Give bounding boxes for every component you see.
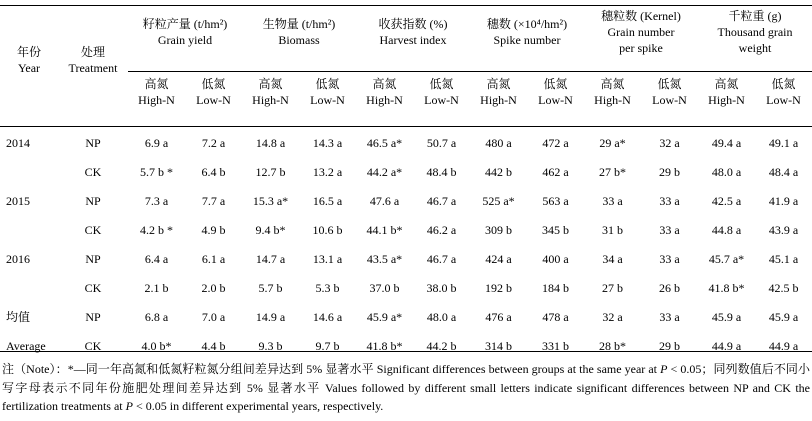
value-cell: 4.9 b <box>201 222 226 237</box>
header-mid-rule <box>128 71 812 72</box>
value-cell: 33 a <box>659 251 680 266</box>
value-cell: 2.0 b <box>201 280 226 295</box>
value-cell: 33 a <box>602 193 623 208</box>
value-cell: 46.7 a <box>426 193 457 208</box>
treatment-header: 处理 Treatment <box>68 45 118 75</box>
value-cell: 46.7 a <box>426 251 457 266</box>
value-cell: 34 a <box>602 251 623 266</box>
biomass-header: 生物量 (t/hm²) Biomass <box>262 17 336 47</box>
thousand-grain-weight-header: 千粒重 (g) Thousand grain weight <box>717 9 793 55</box>
spike-number-header: 穗数 (×10⁴/hm²) Spike number <box>486 17 568 47</box>
year-cell: Average <box>6 338 46 353</box>
value-cell: 4.0 b* <box>141 338 172 353</box>
value-cell: 47.6 a <box>369 193 400 208</box>
value-cell: 14.7 a <box>255 251 286 266</box>
value-cell: 472 a <box>542 135 569 150</box>
value-cell: 192 b <box>485 280 512 295</box>
value-cell: 44.8 a <box>711 222 742 237</box>
high-n-subheader: 高氮 High-N <box>480 77 517 107</box>
value-cell: 15.3 a* <box>252 193 289 208</box>
year-cell: 2016 <box>6 251 30 266</box>
table-row <box>0 273 812 302</box>
year-header: 年份 Year <box>16 45 41 75</box>
value-cell: 50.7 a <box>426 135 457 150</box>
year-cell <box>0 215 58 244</box>
low-n-subheader: 低氮 Low-N <box>652 77 687 107</box>
bottom-rule <box>0 351 812 352</box>
high-n-subheader: 高氮 High-N <box>252 77 289 107</box>
high-n-subheader: 高氮 High-N <box>366 77 403 107</box>
grain-yield-header: 籽粒产量 (t/hm²) Grain yield <box>142 17 228 47</box>
value-cell: 48.0 a <box>711 164 742 179</box>
value-cell: 43.9 a <box>768 222 799 237</box>
year-cell: 2014 <box>6 135 30 150</box>
treatment-cell: CK <box>84 164 102 179</box>
value-cell: 44.9 a <box>768 338 799 353</box>
header-bottom-rule <box>0 126 812 127</box>
value-cell: 5.7 b <box>258 280 283 295</box>
treatment-cell: CK <box>84 338 102 353</box>
grain-number-header: 穗粒数 (Kernel) Grain number per spike <box>601 9 681 55</box>
value-cell: 12.7 b <box>255 164 286 179</box>
value-cell: 6.8 a <box>144 309 169 324</box>
value-cell: 45.9 a <box>768 309 799 324</box>
value-cell: 33 a <box>659 309 680 324</box>
value-cell: 41.9 a <box>768 193 799 208</box>
treatment-cell: CK <box>84 280 102 295</box>
value-cell: 14.3 a <box>312 135 343 150</box>
value-cell: 41.8 b* <box>708 280 745 295</box>
value-cell: 29 a* <box>599 135 626 150</box>
value-cell: 2.1 b <box>144 280 169 295</box>
value-cell: 45.9 a* <box>366 309 403 324</box>
value-cell: 29 b <box>659 164 680 179</box>
value-cell: 44.1 b* <box>366 222 403 237</box>
value-cell: 41.8 b* <box>366 338 403 353</box>
value-cell: 42.5 a <box>711 193 742 208</box>
value-cell: 7.0 a <box>201 309 226 324</box>
value-cell: 31 b <box>602 222 623 237</box>
value-cell: 314 b <box>485 338 512 353</box>
value-cell: 14.8 a <box>255 135 286 150</box>
value-cell: 7.2 a <box>201 135 226 150</box>
treatment-cell: NP <box>85 309 101 324</box>
value-cell: 45.7 a* <box>708 251 745 266</box>
table-row <box>0 157 812 186</box>
value-cell: 26 b <box>659 280 680 295</box>
value-cell: 27 b* <box>599 164 626 179</box>
value-cell: 9.7 b <box>315 338 340 353</box>
value-cell: 44.2 a* <box>366 164 403 179</box>
value-cell: 309 b <box>485 222 512 237</box>
value-cell: 9.4 b* <box>255 222 286 237</box>
table-row <box>0 302 812 331</box>
value-cell: 4.4 b <box>201 338 226 353</box>
table-row <box>0 186 812 215</box>
value-cell: 5.7 b * <box>140 164 173 179</box>
value-cell: 6.4 b <box>201 164 226 179</box>
year-cell: 均值 <box>6 309 31 324</box>
table-row <box>0 128 812 157</box>
value-cell: 5.3 b <box>315 280 340 295</box>
year-cell <box>0 273 58 302</box>
value-cell: 7.7 a <box>201 193 226 208</box>
value-cell: 462 a <box>542 164 569 179</box>
table-note: 注（Note）：*—同一年高氮和低氮籽粒氮分组间差异达到 5% 显著水平 Significant differences between groups at the same year at P < 0.05；同列数值后不同小写字母表示不同年份施肥处理间差异达到 5% 显著水平 Values followed by different small letters indicate significant differences between NP and CK the fertilization treatments at P < 0.05 in different experimental years, respectively. <box>2 362 810 413</box>
value-cell: 4.2 b * <box>140 222 173 237</box>
value-cell: 33 a <box>659 193 680 208</box>
value-cell: 32 a <box>659 135 680 150</box>
treatment-cell: CK <box>84 222 102 237</box>
table-row <box>0 244 812 273</box>
value-cell: 38.0 b <box>426 280 457 295</box>
year-cell <box>0 157 58 186</box>
table-row <box>0 331 812 360</box>
value-cell: 46.5 a* <box>366 135 403 150</box>
value-cell: 42.5 b <box>768 280 799 295</box>
value-cell: 29 b <box>659 338 680 353</box>
high-n-subheader: 高氮 High-N <box>594 77 631 107</box>
value-cell: 6.4 a <box>144 251 169 266</box>
top-rule <box>0 5 812 6</box>
low-n-subheader: 低氮 Low-N <box>196 77 231 107</box>
year-cell: 2015 <box>6 193 30 208</box>
harvest-index-header: 收获指数 (%) Harvest index <box>378 17 448 47</box>
value-cell: 33 a <box>659 222 680 237</box>
value-cell: 16.5 a <box>312 193 343 208</box>
value-cell: 43.5 a* <box>366 251 403 266</box>
value-cell: 10.6 b <box>312 222 343 237</box>
value-cell: 14.9 a <box>255 309 286 324</box>
value-cell: 48.4 b <box>426 164 457 179</box>
value-cell: 13.2 a <box>312 164 343 179</box>
value-cell: 476 a <box>485 309 512 324</box>
value-cell: 44.2 b <box>426 338 457 353</box>
value-cell: 480 a <box>485 135 512 150</box>
high-n-subheader: 高氮 High-N <box>138 77 175 107</box>
value-cell: 45.9 a <box>711 309 742 324</box>
value-cell: 49.1 a <box>768 135 799 150</box>
value-cell: 345 b <box>542 222 569 237</box>
value-cell: 424 a <box>485 251 512 266</box>
value-cell: 9.3 b <box>258 338 283 353</box>
low-n-subheader: 低氮 Low-N <box>538 77 573 107</box>
table-row <box>0 215 812 244</box>
value-cell: 563 a <box>542 193 569 208</box>
value-cell: 6.1 a <box>201 251 226 266</box>
low-n-subheader: 低氮 Low-N <box>310 77 345 107</box>
value-cell: 48.4 a <box>768 164 799 179</box>
value-cell: 45.1 a <box>768 251 799 266</box>
treatment-cell: NP <box>85 135 101 150</box>
treatment-cell: NP <box>85 193 101 208</box>
value-cell: 28 b* <box>599 338 626 353</box>
high-n-subheader: 高氮 High-N <box>708 77 745 107</box>
value-cell: 7.3 a <box>144 193 169 208</box>
value-cell: 44.9 a <box>711 338 742 353</box>
value-cell: 27 b <box>602 280 623 295</box>
treatment-cell: NP <box>85 251 101 266</box>
value-cell: 14.6 a <box>312 309 343 324</box>
value-cell: 49.4 a <box>711 135 742 150</box>
value-cell: 37.0 b <box>369 280 400 295</box>
value-cell: 331 b <box>542 338 569 353</box>
value-cell: 525 a* <box>482 193 515 208</box>
value-cell: 442 b <box>485 164 512 179</box>
low-n-subheader: 低氮 Low-N <box>766 77 801 107</box>
value-cell: 32 a <box>602 309 623 324</box>
value-cell: 13.1 a <box>312 251 343 266</box>
low-n-subheader: 低氮 Low-N <box>424 77 459 107</box>
value-cell: 48.0 a <box>426 309 457 324</box>
value-cell: 400 a <box>542 251 569 266</box>
value-cell: 184 b <box>542 280 569 295</box>
value-cell: 6.9 a <box>144 135 169 150</box>
value-cell: 478 a <box>542 309 569 324</box>
value-cell: 46.2 a <box>426 222 457 237</box>
